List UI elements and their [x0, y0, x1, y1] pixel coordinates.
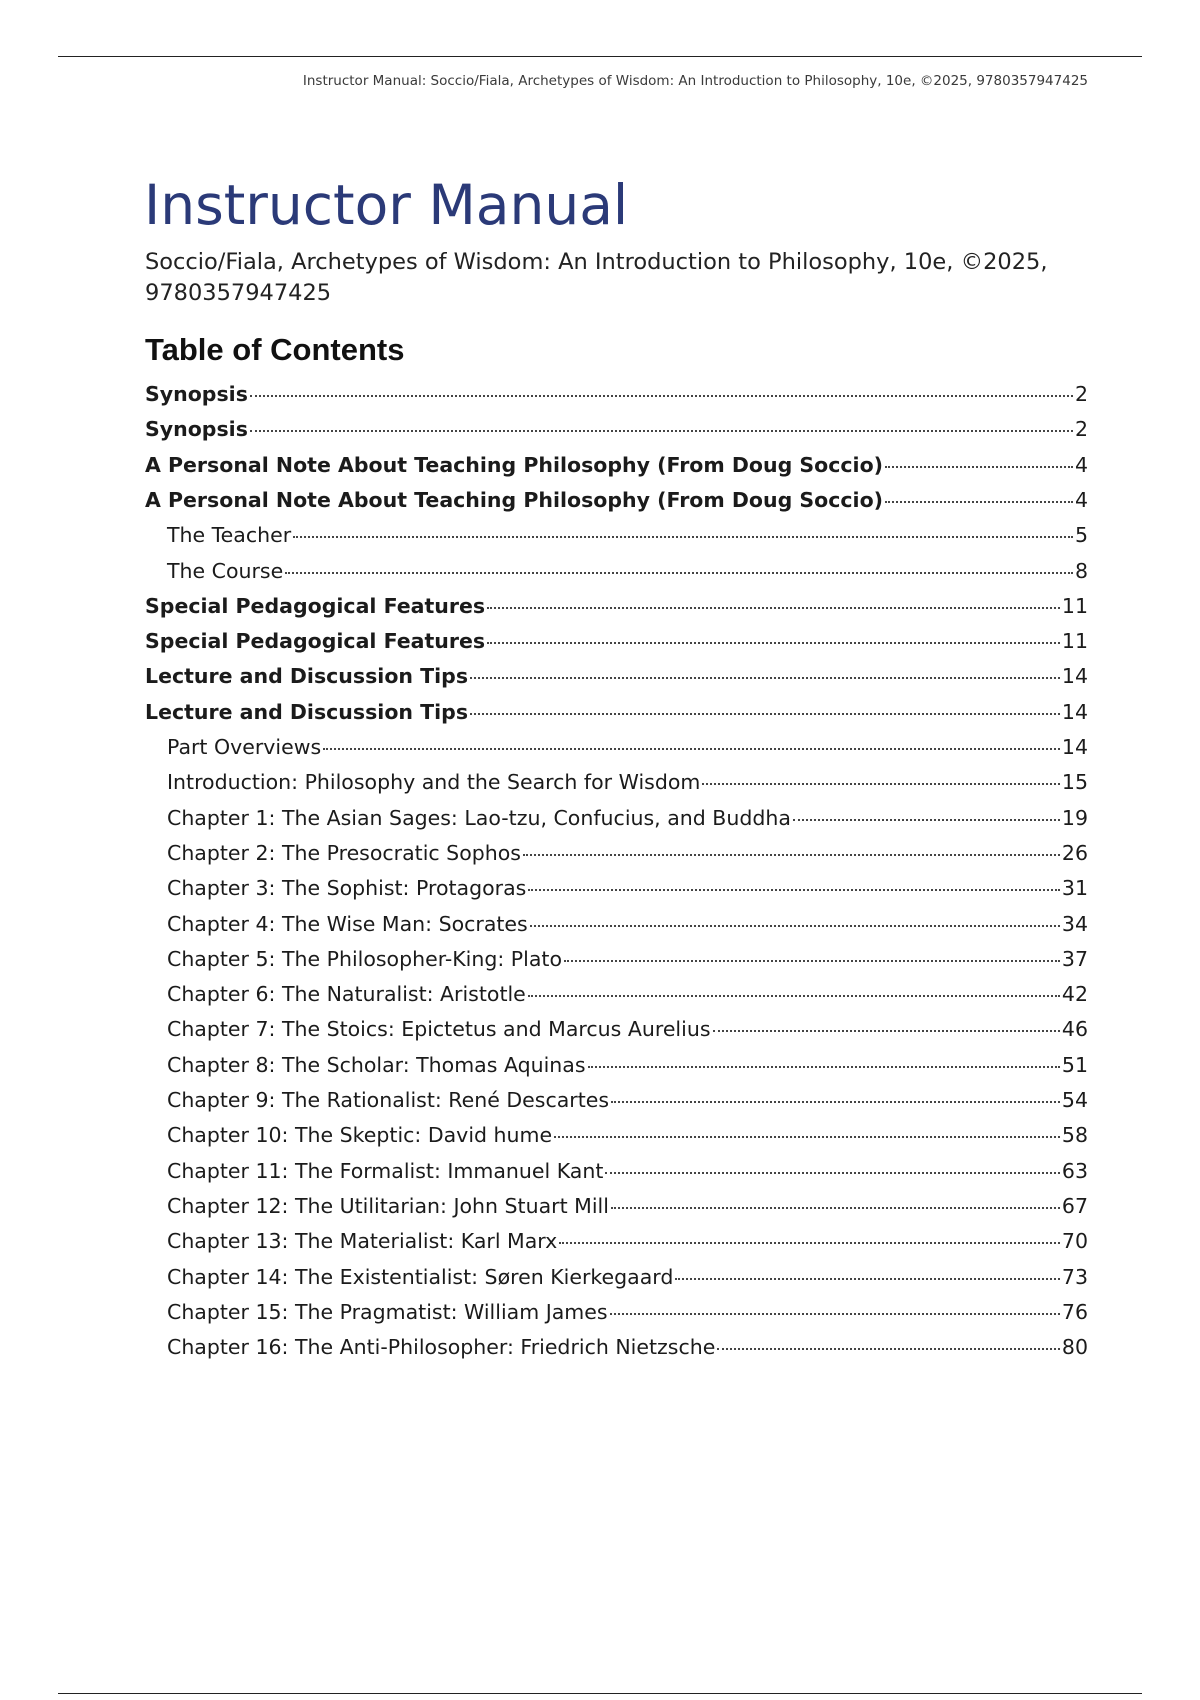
toc-entry[interactable]	[167, 1299, 1088, 1325]
toc-entry[interactable]	[145, 628, 1088, 654]
toc-dot-leader	[528, 995, 1060, 997]
toc-entry-label: Synopsis	[145, 382, 248, 406]
toc-entry[interactable]	[167, 911, 1088, 937]
toc-entry-page-number: 4	[1074, 452, 1088, 477]
toc-entry-page-number: 31	[1061, 876, 1088, 901]
toc-entry-label: Chapter 4: The Wise Man: Socrates	[167, 911, 528, 936]
toc-entry-page-number: 34	[1061, 911, 1088, 936]
toc-dot-leader	[610, 1313, 1060, 1315]
toc-entry[interactable]	[145, 593, 1088, 619]
toc-dot-leader	[470, 713, 1060, 715]
toc-entry-page-number: 14	[1061, 699, 1088, 724]
toc-dot-leader	[323, 748, 1060, 750]
toc-entry[interactable]	[167, 1193, 1088, 1219]
toc-entry[interactable]	[145, 416, 1088, 442]
toc-entry[interactable]	[145, 452, 1088, 478]
toc-entry-page-number: 26	[1061, 840, 1088, 865]
toc-dot-leader	[885, 466, 1073, 468]
toc-dot-leader	[793, 819, 1060, 821]
toc-entry[interactable]	[167, 734, 1088, 760]
toc-entry-label: Special Pedagogical Features	[145, 593, 486, 618]
toc-dot-leader	[717, 1348, 1060, 1350]
toc-dot-leader	[470, 677, 1060, 679]
toc-entry[interactable]	[167, 946, 1088, 972]
toc-entry-page-number: 4	[1074, 487, 1088, 512]
document-subtitle: Soccio/Fiala, Archetypes of Wisdom: An Introduction to Philosophy, 10e, ©2025, 9780357947425	[145, 249, 1048, 306]
toc-entry-label: Chapter 2: The Presocratic Sophos	[167, 840, 521, 865]
toc-entry[interactable]	[145, 699, 1088, 725]
toc-entry[interactable]	[167, 769, 1088, 795]
toc-entry-label: The Course	[167, 558, 284, 583]
toc-dot-leader	[588, 1066, 1060, 1068]
toc-entry[interactable]	[167, 1158, 1088, 1184]
toc-entry-label: Chapter 9: The Rationalist: René Descartes	[167, 1088, 610, 1112]
toc-dot-leader	[250, 395, 1073, 397]
toc-entry-label: Chapter 1: The Asian Sages: Lao-tzu, Confucius, and Buddha	[167, 805, 791, 830]
toc-entry-label: Chapter 6: The Naturalist: Aristotle	[167, 982, 526, 1007]
toc-dot-leader	[675, 1278, 1060, 1280]
toc-dot-leader	[523, 854, 1060, 856]
toc-entry-label: Chapter 11: The Formalist: Immanuel Kant	[167, 1158, 604, 1183]
toc-entry[interactable]	[167, 805, 1088, 831]
toc-dot-leader	[487, 642, 1060, 644]
toc-entry-page-number: 51	[1061, 1052, 1088, 1077]
toc-entry-label: Chapter 16: The Anti-Philosopher: Friedrich Nietzsche	[167, 1335, 716, 1360]
toc-entry-page-number: 8	[1074, 558, 1088, 583]
toc-entry-label: Introduction: Philosophy and the Search for Wisdom	[167, 770, 701, 795]
toc-entry-page-number: 80	[1061, 1335, 1088, 1360]
toc-entry-page-number: 76	[1061, 1299, 1088, 1324]
toc-entry[interactable]	[167, 1334, 1088, 1360]
toc-entry-page-number: 42	[1061, 982, 1088, 1007]
toc-entry-label: Chapter 5: The Philosopher-King: Plato	[167, 946, 562, 971]
toc-entry-page-number: 54	[1061, 1088, 1088, 1112]
toc-entry[interactable]	[167, 1087, 1088, 1113]
toc-entry-page-number: 67	[1061, 1193, 1088, 1218]
toc-dot-leader	[293, 536, 1073, 538]
toc-entry-label: A Personal Note About Teaching Philosophy (From Doug Soccio)	[145, 487, 884, 512]
toc-dot-leader	[285, 572, 1073, 574]
toc-entry[interactable]	[167, 840, 1088, 866]
toc-dot-leader	[713, 1030, 1060, 1032]
toc-entry-label: Chapter 13: The Materialist: Karl Marx	[167, 1229, 558, 1254]
toc-dot-leader	[605, 1172, 1060, 1174]
toc-dot-leader	[554, 1136, 1060, 1138]
toc-entry[interactable]	[167, 1228, 1088, 1254]
running-header: Instructor Manual: Soccio/Fiala, Archetypes of Wisdom: An Introduction to Philosophy, 10e, ©2025, 9780357947425	[302, 73, 1088, 89]
toc-entry-page-number: 14	[1061, 664, 1088, 689]
toc-entry-page-number: 58	[1061, 1123, 1088, 1148]
toc-entry-label: Lecture and Discussion Tips	[145, 699, 469, 724]
document-title: Instructor Manual	[144, 173, 629, 237]
toc-entry-label: Special Pedagogical Features	[145, 629, 486, 654]
toc-entry-label: Chapter 10: The Skeptic: David hume	[167, 1123, 553, 1148]
toc-entry-page-number: 63	[1061, 1158, 1088, 1183]
toc-dot-leader	[885, 501, 1073, 503]
toc-dot-leader	[611, 1207, 1060, 1209]
toc-entry[interactable]	[167, 875, 1088, 901]
toc-entry-page-number: 46	[1061, 1017, 1088, 1042]
toc-entry[interactable]	[145, 663, 1088, 689]
toc-entry-label: Chapter 7: The Stoics: Epictetus and Marcus Aurelius	[167, 1017, 711, 1042]
toc-entry-label: The Teacher	[167, 523, 292, 548]
toc-dot-leader	[250, 430, 1073, 432]
toc-entry[interactable]	[145, 487, 1088, 513]
toc-entry[interactable]	[167, 522, 1088, 548]
toc-entry-page-number: 37	[1061, 946, 1088, 971]
toc-entry-label: Chapter 8: The Scholar: Thomas Aquinas	[167, 1052, 586, 1077]
toc-entry-page-number: 15	[1061, 770, 1088, 795]
toc-dot-leader	[559, 1242, 1060, 1244]
toc-entry-page-number: 11	[1061, 593, 1088, 618]
toc-entry-label: A Personal Note About Teaching Philosophy (From Doug Soccio)	[145, 452, 884, 477]
toc-entry-label: Chapter 12: The Utilitarian: John Stuart Mill	[167, 1193, 609, 1218]
toc-entry[interactable]	[167, 1122, 1088, 1148]
toc-entry-page-number: 2	[1074, 417, 1088, 442]
toc-entry[interactable]	[167, 981, 1088, 1007]
toc-entry[interactable]	[167, 1264, 1088, 1290]
toc-entry-page-number: 19	[1061, 805, 1088, 830]
toc-entry[interactable]	[167, 1052, 1088, 1078]
toc-entry-page-number: 11	[1061, 629, 1088, 654]
toc-dot-leader	[611, 1101, 1060, 1103]
toc-entry-label: Chapter 3: The Sophist: Protagoras	[167, 876, 527, 901]
toc-entry-page-number: 73	[1061, 1264, 1088, 1289]
header-rule	[58, 56, 1142, 57]
toc-entry[interactable]	[167, 558, 1088, 584]
footer-rule	[58, 1693, 1142, 1694]
toc-entry-page-number: 2	[1074, 382, 1088, 406]
toc-entry-page-number: 5	[1074, 523, 1088, 548]
toc-dot-leader	[702, 783, 1060, 785]
toc-entry-page-number: 14	[1061, 735, 1088, 759]
toc-dot-leader	[528, 889, 1060, 891]
toc-entry-label: Part Overviews	[167, 735, 322, 759]
toc-dot-leader	[530, 925, 1060, 927]
toc-entry-label: Lecture and Discussion Tips	[145, 664, 469, 689]
toc-heading: Table of Contents	[145, 332, 405, 367]
toc-entry-label: Synopsis	[145, 417, 248, 442]
toc-entry[interactable]	[167, 1016, 1088, 1042]
toc-entry-label: Chapter 14: The Existentialist: Søren Kierkegaard	[167, 1264, 674, 1289]
toc-entry[interactable]	[145, 381, 1088, 407]
toc-entry-page-number: 70	[1061, 1229, 1088, 1254]
toc-entry-label: Chapter 15: The Pragmatist: William James	[167, 1299, 608, 1324]
toc-dot-leader	[487, 607, 1060, 609]
toc-dot-leader	[564, 960, 1060, 962]
